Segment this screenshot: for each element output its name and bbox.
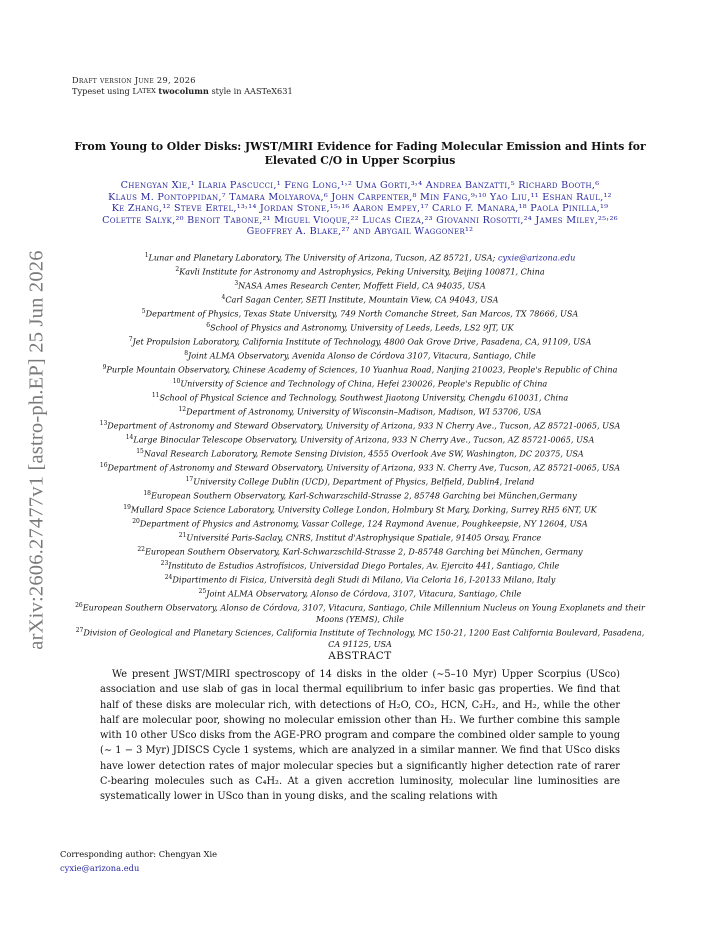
affiliation-number: 10 bbox=[172, 377, 181, 385]
author-line: Ke Zhang,¹² Steve Ertel,¹³˒¹⁴ Jordan Stone,¹⁵˒¹⁶ Aaron Empey,¹⁷ Carlo F. Manara,¹⁸ Paola Pinilla,¹⁹ bbox=[111, 203, 609, 214]
typeset-latex: ATEX bbox=[137, 86, 156, 95]
affiliation-number: 27 bbox=[75, 626, 84, 634]
affiliation-text: European Southern Observatory, Alonso de Córdova, 3107, Vitacura, Santiago, Chile Millennium Nucleus on Young Exoplanets and their Moons (YEMS), Chile bbox=[82, 602, 645, 624]
affiliation-item bbox=[62, 558, 658, 572]
author-line: Colette Salyk,²⁰ Benoit Tabone,²¹ Miguel Vioque,²² Lucas Cieza,²³ Giovanni Rosotti,²⁴ James Miley,²⁵˒²⁶ bbox=[102, 214, 618, 226]
affiliation-text: Mullard Space Science Laboratory, University College London, Holmbury St Mary, Dorking, Surrey RH5 6NT, UK bbox=[130, 504, 597, 515]
affiliation-number: 21 bbox=[178, 531, 187, 539]
affiliation-item bbox=[62, 530, 658, 544]
affiliation-text: Department of Physics and Astronomy, Vassar College, 124 Raymond Avenue, Poughkeepsie, NY 12604, USA bbox=[139, 518, 588, 529]
author-line: Klaus M. Pontoppidan,⁷ Tamara Molyarova,⁶ John Carpenter,⁸ Min Fang,⁹˒¹⁰ Yao Liu,¹¹ Eshan Raul,¹² bbox=[108, 191, 612, 203]
affiliation-text: Joint ALMA Observatory, Alonso de Córdova, 3107, Vitacura, Santiago, Chile bbox=[206, 588, 522, 599]
affiliation-item bbox=[62, 432, 658, 446]
affiliation-item bbox=[62, 544, 658, 558]
page-header bbox=[72, 75, 293, 96]
author-list bbox=[62, 180, 658, 238]
affiliation-text: Jet Propulsion Laboratory, California Institute of Technology, 4800 Oak Grove Drive, Pasadena, CA, 91109, USA bbox=[132, 336, 592, 347]
affiliation-item bbox=[62, 334, 658, 348]
affiliation-number: 26 bbox=[75, 601, 83, 609]
affiliation-number: 15 bbox=[136, 447, 144, 455]
affiliation-number: 11 bbox=[151, 391, 160, 399]
corresponding-author bbox=[60, 848, 217, 875]
affiliation-text: University of Science and Technology of China, Hefei 230026, People's Republic of China bbox=[180, 378, 548, 389]
typeset-suffix: style in AASTeX631 bbox=[208, 85, 293, 96]
affiliation-text: Instituto de Estudios Astrofísicos, Universidad Diego Portales, Av. Ejercito 441, Santiago, Chile bbox=[168, 560, 560, 571]
draft-version: Draft version June 29, 2026 bbox=[72, 75, 196, 85]
affiliation-item bbox=[62, 264, 658, 278]
affiliation-number: 19 bbox=[123, 503, 131, 511]
author-line: Chengyan Xie,¹ Ilaria Pascucci,¹ Feng Long,¹˒² Uma Gorti,³˒⁴ Andrea Banzatti,⁵ Richard Booth,⁶ bbox=[120, 180, 600, 191]
abstract bbox=[100, 667, 620, 805]
affiliation-text: Department of Astronomy and Steward Observatory, University of Arizona, 933 N Cherry Ave., Tucson, AZ 85721-0065, USA bbox=[107, 420, 621, 431]
affiliation-number: 23 bbox=[160, 559, 169, 567]
affiliation-number: 14 bbox=[125, 433, 134, 441]
corresponding-email[interactable]: cyxie@arizona.edu bbox=[60, 862, 140, 873]
affiliation-text: European Southern Observatory, Karl-Schwarzschild-Strasse 2, D-85748 Garching bei München, Germany bbox=[144, 546, 583, 557]
affiliation-text: Université Paris-Saclay, CNRS, Institut d'Astrophysique Spatiale, 91405 Orsay, France bbox=[186, 532, 542, 543]
arxiv-id: arXiv:2606.27477v1 [astro-ph.EP] 25 Jun 2026 bbox=[25, 250, 48, 650]
affiliation-number: 7 bbox=[128, 335, 133, 343]
affiliation-number: 25 bbox=[198, 587, 207, 595]
affiliation-number: 5 bbox=[141, 307, 146, 315]
affiliation-item bbox=[62, 572, 658, 586]
affiliation-number: 4 bbox=[221, 293, 226, 301]
affiliation-text: Purple Mountain Observatory, Chinese Academy of Sciences, 10 Yuanhua Road, Nanjing 210023, People's Republic of China bbox=[106, 364, 618, 375]
affiliation-text: Department of Astronomy and Steward Observatory, University of Arizona, 933 N. Cherry Ave, Tucson, AZ 85721-0065, USA bbox=[107, 462, 621, 473]
affiliation-number: 13 bbox=[99, 419, 108, 427]
affiliation-item bbox=[62, 418, 658, 432]
affiliation-number: 12 bbox=[178, 405, 187, 413]
typeset-line bbox=[72, 86, 293, 97]
affiliation-number: 24 bbox=[164, 573, 173, 581]
arxiv-identifier-sidebar bbox=[22, 230, 52, 670]
affiliation-item bbox=[62, 250, 658, 264]
affiliation-number: 18 bbox=[143, 489, 151, 497]
affiliation-item bbox=[62, 600, 658, 625]
affiliation-item bbox=[62, 488, 658, 502]
affiliation-text: Naval Research Laboratory, Remote Sensing Division, 4555 Overlook Ave SW, Washington, DC 20375, USA bbox=[143, 448, 584, 459]
affiliation-email[interactable]: cyxie@arizona.edu bbox=[497, 252, 576, 263]
affiliation-text: Department of Physics, Texas State University, 749 North Comanche Street, San Marcos, TX 78666, USA bbox=[145, 308, 579, 319]
affiliation-item bbox=[62, 376, 658, 390]
affiliation-item bbox=[62, 446, 658, 460]
affiliation-list bbox=[62, 250, 658, 650]
affiliation-item bbox=[62, 516, 658, 530]
affiliation-number: 17 bbox=[185, 475, 194, 483]
affiliation-text: Department of Astronomy, University of Wisconsin–Madison, Madison, WI 53706, USA bbox=[186, 406, 542, 417]
affiliation-item bbox=[62, 278, 658, 292]
affiliation-text: University College Dublin (UCD), Department of Physics, Belfield, Dublin4, Ireland bbox=[193, 476, 535, 487]
affiliation-text: Joint ALMA Observatory, Avenida Alonso de Córdova 3107, Vitacura, Santiago, Chile bbox=[188, 350, 536, 361]
affiliation-number: 3 bbox=[234, 279, 239, 287]
affiliation-item bbox=[62, 292, 658, 306]
affiliation-item bbox=[62, 474, 658, 488]
affiliation-number: 6 bbox=[206, 321, 211, 329]
affiliation-item bbox=[62, 306, 658, 320]
affiliation-number: 1 bbox=[144, 252, 149, 259]
affiliation-item bbox=[62, 348, 658, 362]
affiliation-text: Dipartimento di Fisica, Università degli Studi di Milano, Via Celoria 16, I-20133 Milano, Italy bbox=[172, 574, 556, 585]
affiliation-text: NASA Ames Research Center, Moffett Field, CA 94035, USA bbox=[238, 280, 486, 291]
affiliation-text: Kavli Institute for Astronomy and Astrophysics, Peking University, Beijing 100871, China bbox=[179, 266, 545, 277]
typeset-prefix: Typeset using L bbox=[72, 85, 138, 96]
affiliation-item bbox=[62, 502, 658, 516]
affiliation-text: Lunar and Planetary Laboratory, The University of Arizona, Tucson, AZ 85721, USA; bbox=[148, 252, 498, 263]
typeset-bold: twocolumn bbox=[158, 85, 209, 96]
affiliation-text: Division of Geological and Planetary Sciences, California Institute of Technology, MC 150-21, 1200 East California Boulevard, Pasadena, CA 91125, USA bbox=[83, 627, 645, 649]
affiliation-item bbox=[62, 460, 658, 474]
abstract-text: We present JWST/MIRI spectroscopy of 14 disks in the older (∼5–10 Myr) Upper Scorpius (USco) association and use slab of gas in local thermal equilibrium to infer basic gas properties. We find that half of these disks are molecular rich, with detections of H₂O, CO₂, HCN, C₂H₂, and H₂, while the other half are molecular poor, showing no molecular emission other than H₂. We further combine this sample with 10 other USco disks from the AGE-PRO program and compare the combined older sample to young (∼ 1 − 3 Myr) JDISCS Cycle 1 systems, which are analyzed in a similar manner. We find that USco disks have lower detection rates of major molecular species but a significantly higher detection rate of rarer C-bearing molecules such as C₄H₂. At a given accretion luminosity, molecular line luminosities are systematically lower in USco than in young disks, and the scaling relations with bbox=[100, 669, 620, 803]
affiliation-item bbox=[62, 362, 658, 376]
affiliation-number: 20 bbox=[132, 517, 140, 525]
affiliation-text: European Southern Observatory, Karl-Schwarzschild-Strasse 2, 85748 Garching bei München,Germany bbox=[150, 490, 577, 501]
affiliation-item bbox=[62, 586, 658, 600]
paper-title: From Young to Older Disks: JWST/MIRI Evidence for Fading Molecular Emission and Hints for Elevated C/O in Upper Scorpius bbox=[74, 140, 646, 167]
affiliation-text: School of Physics and Astronomy, University of Leeds, Leeds, LS2 9JT, UK bbox=[210, 322, 514, 333]
affiliation-item bbox=[62, 404, 658, 418]
affiliation-number: 16 bbox=[99, 461, 108, 469]
abstract-heading: ABSTRACT bbox=[328, 650, 392, 662]
affiliation-text: Large Binocular Telescope Observatory, University of Arizona, 933 N Cherry Ave., Tucson, AZ 85721-0065, USA bbox=[133, 434, 595, 445]
corresponding-label: Corresponding author: Chengyan Xie bbox=[60, 849, 218, 859]
affiliation-number: 22 bbox=[137, 545, 145, 553]
affiliation-text: School of Physical Science and Technology, Southwest Jiaotong University, Chengdu 610031, China bbox=[159, 392, 569, 403]
affiliation-number: 2 bbox=[175, 265, 180, 273]
author-line: Geoffrey A. Blake,²⁷ and Abygail Waggoner¹² bbox=[246, 226, 474, 237]
affiliation-item bbox=[62, 390, 658, 404]
affiliation-text: Carl Sagan Center, SETI Institute, Mountain View, CA 94043, USA bbox=[225, 294, 499, 305]
affiliation-item bbox=[62, 625, 658, 650]
affiliation-item bbox=[62, 320, 658, 334]
affiliation-number: 9 bbox=[102, 363, 107, 371]
affiliation-number: 8 bbox=[184, 349, 189, 357]
